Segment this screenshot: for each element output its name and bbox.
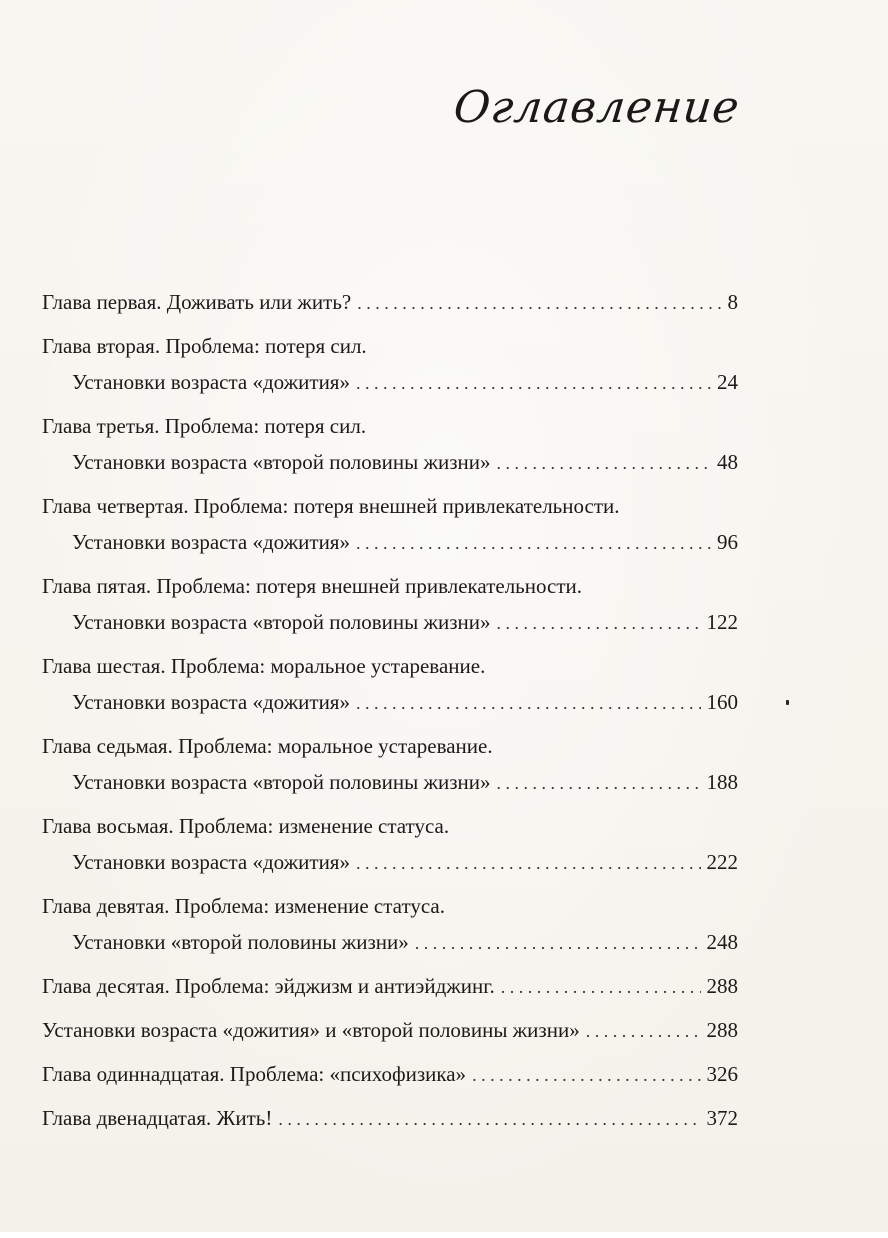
toc-entry-title: Глава шестая. Проблема: моральное устаревание. <box>42 654 486 678</box>
toc-entry-title: Глава четвертая. Проблема: потеря внешней привлекательности. <box>42 494 620 518</box>
toc-page-number: 188 <box>706 770 738 794</box>
toc-entry-title: Установки возраста «второй половины жизни» <box>72 610 491 634</box>
toc-entry-title: Глава двенадцатая. Жить! <box>42 1106 273 1130</box>
dot-leader <box>501 971 701 1003</box>
dot-leader <box>356 847 701 879</box>
toc-entry-title: Установки возраста «дожития» <box>72 530 350 554</box>
toc-entry-title: Установки возраста «второй половины жизни» <box>72 450 491 474</box>
toc-entry <box>42 490 738 558</box>
toc-subline <box>42 526 738 558</box>
toc-page-number: 248 <box>706 930 738 954</box>
toc-line <box>42 810 738 842</box>
toc-subline <box>42 606 738 638</box>
toc-entry <box>42 650 738 718</box>
toc-page-number: 24 <box>717 370 738 394</box>
dot-leader <box>496 447 711 479</box>
toc-entry <box>42 330 738 398</box>
dot-leader <box>472 1059 700 1091</box>
toc-entry <box>42 810 738 878</box>
toc-entry-title: Установки возраста «дожития» <box>72 370 350 394</box>
toc-page-number: 288 <box>706 974 738 998</box>
toc-line <box>42 650 738 682</box>
toc-entry-title: Установки возраста «дожития» <box>72 850 350 874</box>
toc-entry-title: Глава первая. Доживать или жить? <box>42 290 352 314</box>
toc-entry <box>42 570 738 638</box>
toc-entry <box>42 890 738 958</box>
dot-leader <box>357 287 721 319</box>
toc-entry-title: Установки «второй половины жизни» <box>72 930 409 954</box>
print-speck <box>786 700 789 705</box>
toc-line <box>42 1014 738 1046</box>
toc-line <box>42 730 738 762</box>
toc-subline <box>42 766 738 798</box>
toc-page-number: 48 <box>717 450 738 474</box>
toc-entry-title: Глава седьмая. Проблема: моральное устаревание. <box>42 734 493 758</box>
toc-line <box>42 570 738 602</box>
toc-entry-title: Глава девятая. Проблема: изменение статуса. <box>42 894 445 918</box>
dot-leader <box>356 527 711 559</box>
toc-page-number: 288 <box>706 1018 738 1042</box>
toc-line <box>42 1102 738 1134</box>
toc-entry-title: Установки возраста «дожития» <box>72 690 350 714</box>
toc-line <box>42 970 738 1002</box>
toc-entry-title: Глава третья. Проблема: потеря сил. <box>42 414 367 438</box>
toc-entry <box>42 1014 738 1046</box>
toc-entry-title: Глава восьмая. Проблема: изменение статуса. <box>42 814 450 838</box>
page-title: Оглавление <box>451 82 743 133</box>
table-of-contents <box>42 286 738 1146</box>
dot-leader <box>586 1015 701 1047</box>
dot-leader <box>356 687 701 719</box>
toc-subline <box>42 366 738 398</box>
toc-page-number: 160 <box>706 690 738 714</box>
toc-subline <box>42 686 738 718</box>
toc-line <box>42 490 738 522</box>
toc-entry-title: Глава вторая. Проблема: потеря сил. <box>42 334 367 358</box>
toc-entry-title: Глава одиннадцатая. Проблема: «психофизика» <box>42 1062 467 1086</box>
toc-page-number: 8 <box>727 290 738 314</box>
toc-line <box>42 410 738 442</box>
dot-leader <box>496 607 700 639</box>
dot-leader <box>496 767 700 799</box>
toc-page-number: 326 <box>706 1062 738 1086</box>
toc-line <box>42 286 738 318</box>
toc-page-number: 372 <box>706 1106 738 1130</box>
toc-entry-title: Глава пятая. Проблема: потеря внешней привлекательности. <box>42 574 583 598</box>
toc-page-number: 222 <box>706 850 738 874</box>
toc-line <box>42 1058 738 1090</box>
toc-page-number: 96 <box>717 530 738 554</box>
toc-entry <box>42 286 738 318</box>
dot-leader <box>415 927 701 959</box>
toc-entry <box>42 1102 738 1134</box>
toc-entry <box>42 730 738 798</box>
toc-entry <box>42 970 738 1002</box>
toc-line <box>42 890 738 922</box>
toc-entry <box>42 410 738 478</box>
toc-line <box>42 330 738 362</box>
toc-entry <box>42 1058 738 1090</box>
dot-leader <box>356 367 711 399</box>
toc-entry-title: Установки возраста «дожития» и «второй половины жизни» <box>42 1018 580 1042</box>
toc-subline <box>42 846 738 878</box>
page-edge <box>0 1232 888 1238</box>
toc-subline <box>42 446 738 478</box>
toc-entry-title: Установки возраста «второй половины жизни» <box>72 770 491 794</box>
toc-entry-title: Глава десятая. Проблема: эйджизм и антиэйджинг. <box>42 974 495 998</box>
toc-page-number: 122 <box>706 610 738 634</box>
dot-leader <box>278 1103 700 1135</box>
toc-subline <box>42 926 738 958</box>
